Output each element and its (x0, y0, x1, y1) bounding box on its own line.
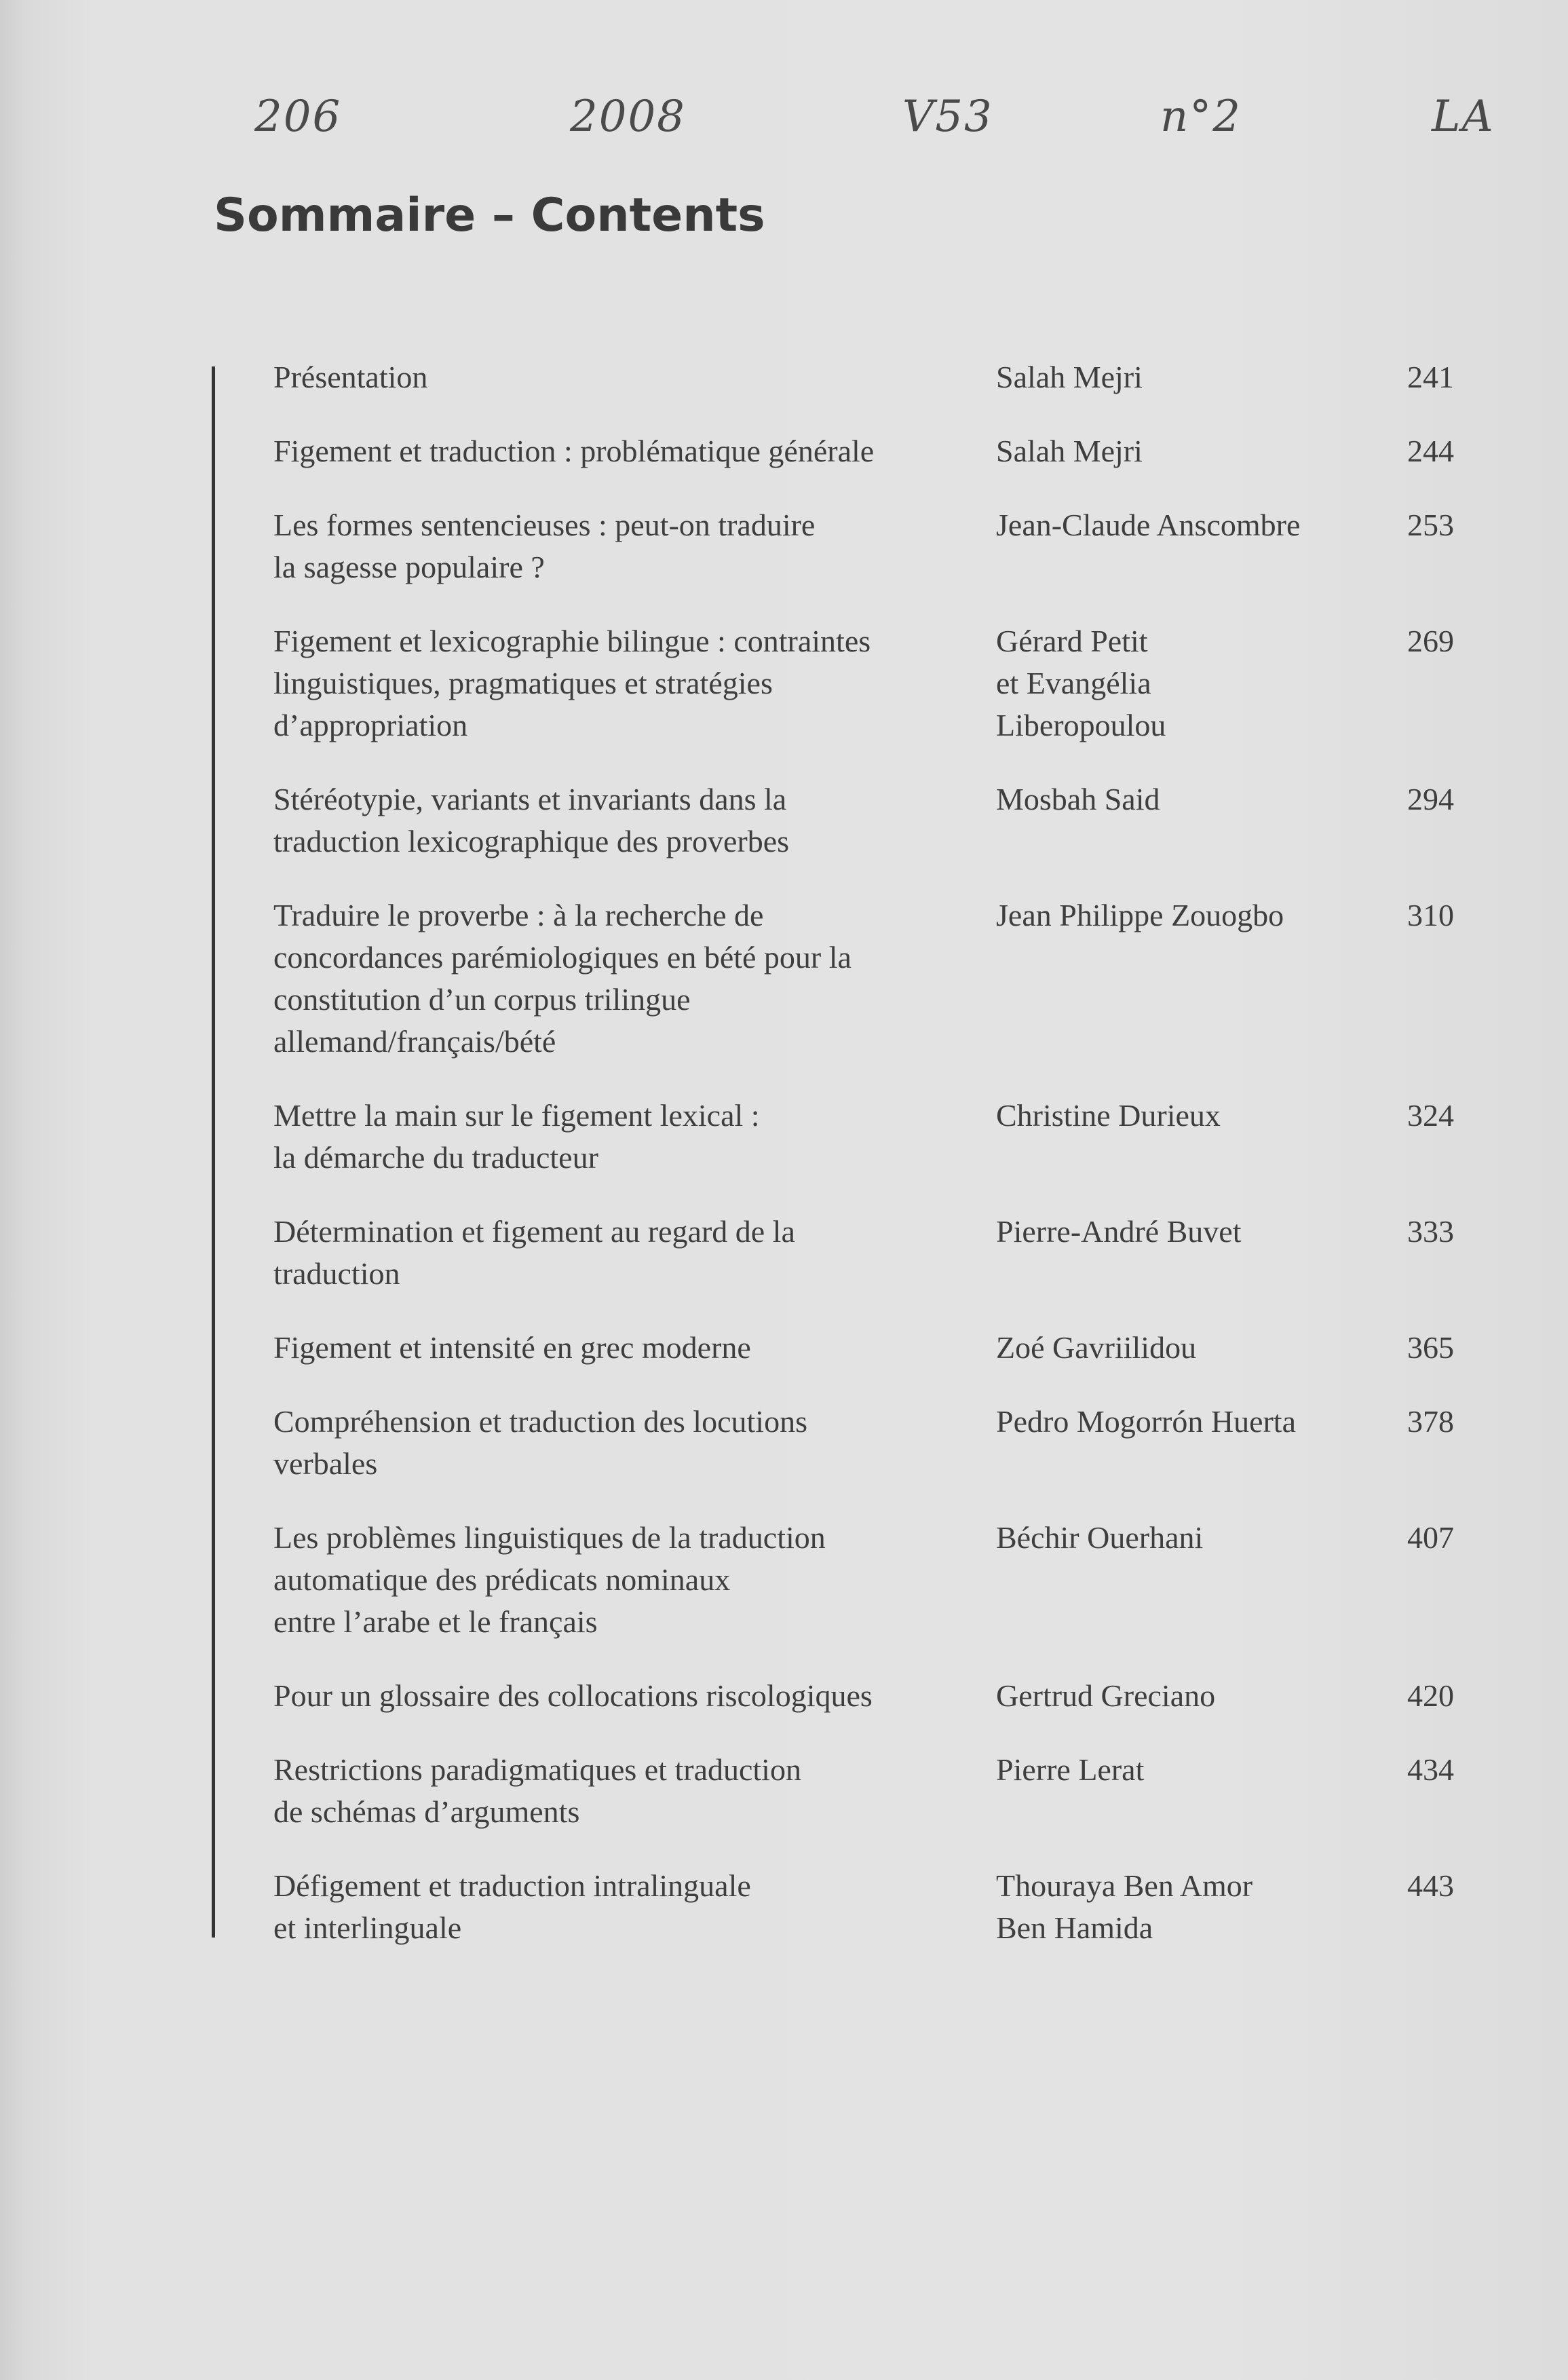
toc-entry-author (996, 430, 1386, 472)
toc-entry-title-line: et interlinguale (273, 1910, 462, 1945)
toc-entry-author-line: Ben Hamida (996, 1910, 1153, 1945)
toc-entry-title (273, 1095, 996, 1179)
handwritten-note-year: 2008 (570, 92, 686, 142)
handwritten-note-v: V53 (902, 92, 993, 142)
toc-entry (273, 356, 1454, 398)
toc-entry-title-line: Traduire le proverbe : à la recherche de (273, 898, 764, 932)
toc-entry-title-line: Détermination et figement au regard de la (273, 1214, 795, 1249)
toc-entry-title (273, 1865, 996, 1949)
toc-entry-author-line: Béchir Ouerhani (996, 1520, 1204, 1555)
toc-entry-title-line: Mettre la main sur le figement lexical : (273, 1098, 760, 1133)
toc-entry-title (273, 1749, 996, 1833)
toc-entry-title (273, 894, 996, 1063)
toc-entry-page-number: 378 (1407, 1404, 1454, 1439)
toc-entry-author-line: Liberopoulou (996, 708, 1166, 742)
toc-entry-author-line: Salah Mejri (996, 434, 1143, 468)
toc-entry-author (996, 1675, 1386, 1717)
toc-entry-author-line: Gérard Petit (996, 624, 1148, 658)
toc-entry (273, 894, 1454, 1063)
handwritten-note-issue: n°2 (1160, 92, 1242, 142)
toc-entry-title-line: constitution d’un corpus trilingue (273, 982, 691, 1017)
toc-entry-title-line: Stéréotypie, variants et invariants dans la (273, 782, 787, 816)
toc-entry (273, 504, 1454, 588)
toc-entry-page-number: 333 (1407, 1214, 1454, 1249)
toc-entry-title-line: Compréhension et traduction des locutions (273, 1404, 807, 1439)
toc-entry-title-line: Présentation (273, 360, 428, 394)
toc-entry (273, 778, 1454, 863)
toc-entry-title (273, 778, 996, 863)
toc-entry-title-line: automatique des prédicats nominaux (273, 1562, 731, 1597)
toc-entry-title (273, 356, 996, 398)
toc-entry-title-line: Les problèmes linguistiques de la traduction (273, 1520, 826, 1555)
toc-entry-page-number: 443 (1407, 1868, 1454, 1903)
toc-entry-author (996, 1401, 1386, 1443)
toc-entry-title (273, 1675, 996, 1717)
toc-entry-title-line: Figement et traduction : problématique générale (273, 434, 875, 468)
toc-entry (273, 1401, 1454, 1485)
toc-entry-author-line: Salah Mejri (996, 360, 1143, 394)
toc-entry (273, 430, 1454, 472)
toc-entry-author (996, 1095, 1386, 1137)
toc-entry-author-line: Pedro Mogorrón Huerta (996, 1404, 1297, 1439)
table-of-contents (273, 356, 1454, 1981)
toc-entry-title-line: linguistiques, pragmatiques et stratégies (273, 666, 773, 700)
toc-entry-author (996, 1211, 1386, 1253)
toc-entry-title-line: Figement et intensité en grec moderne (273, 1330, 751, 1365)
toc-entry-author-line: Jean Philippe Zouogbo (996, 898, 1284, 932)
toc-entry-page-number: 310 (1407, 898, 1454, 932)
toc-entry-page-number: 407 (1407, 1520, 1454, 1555)
toc-entry-title (273, 1327, 996, 1369)
toc-entry-page-number: 365 (1407, 1330, 1454, 1365)
toc-entry-author (996, 894, 1386, 937)
toc-entry-title (273, 1211, 996, 1295)
toc-entry-title-line: la sagesse populaire ? (273, 550, 545, 584)
toc-entry-author (996, 620, 1386, 747)
toc-entry-title-line: Figement et lexicographie bilingue : contraintes (273, 624, 871, 658)
toc-entry (273, 1327, 1454, 1369)
toc-entry-author-line: Christine Durieux (996, 1098, 1221, 1133)
toc-entry-author-line: et Evangélia (996, 666, 1151, 700)
toc-entry (273, 1749, 1454, 1833)
toc-entry-title-line: traduction lexicographique des proverbes (273, 824, 790, 858)
toc-entry-title (273, 1401, 996, 1485)
toc-entry-title-line: verbales (273, 1446, 378, 1481)
toc-entry-author (996, 778, 1386, 820)
toc-entry-title-line: entre l’arabe et le français (273, 1604, 598, 1639)
toc-entry-author (996, 1327, 1386, 1369)
toc-entry-author-line: Pierre Lerat (996, 1752, 1145, 1787)
toc-entry (273, 1095, 1454, 1179)
toc-entry-title-line: la démarche du traducteur (273, 1140, 598, 1175)
toc-entry-title (273, 620, 996, 747)
page-title: Sommaire – Contents (214, 189, 765, 242)
toc-entry-page-number: 420 (1407, 1678, 1454, 1713)
toc-entry-author-line: Thouraya Ben Amor (996, 1868, 1253, 1903)
toc-entry-page-number: 324 (1407, 1098, 1454, 1133)
toc-entry-page-number: 253 (1407, 508, 1454, 542)
toc-entry (273, 1865, 1454, 1949)
handwritten-note-volume-number: 206 (254, 92, 342, 142)
toc-entry-title-line: d’appropriation (273, 708, 468, 742)
toc-entry (273, 1675, 1454, 1717)
toc-entry (273, 620, 1454, 747)
toc-entry-title (273, 504, 996, 588)
toc-entry-author (996, 1865, 1386, 1949)
toc-entry-title-line: Les formes sentencieuses : peut-on traduire (273, 508, 816, 542)
toc-entry-title (273, 430, 996, 472)
toc-entry-author-line: Pierre-André Buvet (996, 1214, 1242, 1249)
toc-entry-title-line: Pour un glossaire des collocations riscologiques (273, 1678, 873, 1713)
toc-entry-author (996, 1517, 1386, 1559)
toc-entry-page-number: 241 (1407, 360, 1454, 394)
toc-entry-author (996, 356, 1386, 398)
toc-entry-author-line: Mosbah Said (996, 782, 1160, 816)
toc-entry-title-line: concordances parémiologiques en bété pour la (273, 940, 852, 975)
toc-entry-page-number: 294 (1407, 782, 1454, 816)
toc-entry-author-line: Jean-Claude Anscombre (996, 508, 1301, 542)
toc-entry-title-line: de schémas d’arguments (273, 1794, 580, 1829)
toc-entry-page-number: 269 (1407, 624, 1454, 658)
toc-entry-author-line: Zoé Gavriilidou (996, 1330, 1197, 1365)
toc-entry-author-line: Gertrud Greciano (996, 1678, 1216, 1713)
left-vertical-rule (212, 366, 215, 1938)
toc-entry-title-line: allemand/français/bété (273, 1024, 556, 1059)
toc-entry-title (273, 1517, 996, 1643)
toc-entry-author (996, 1749, 1386, 1791)
toc-entry-title-line: traduction (273, 1256, 400, 1291)
toc-entry-page-number: 434 (1407, 1752, 1454, 1787)
toc-entry-title-line: Défigement et traduction intralinguale (273, 1868, 751, 1903)
handwritten-note-code: LA (1432, 92, 1495, 142)
toc-entry-author (996, 504, 1386, 546)
toc-entry-title-line: Restrictions paradigmatiques et traduction (273, 1752, 801, 1787)
toc-entry-page-number: 244 (1407, 434, 1454, 468)
toc-entry (273, 1211, 1454, 1295)
toc-entry (273, 1517, 1454, 1643)
